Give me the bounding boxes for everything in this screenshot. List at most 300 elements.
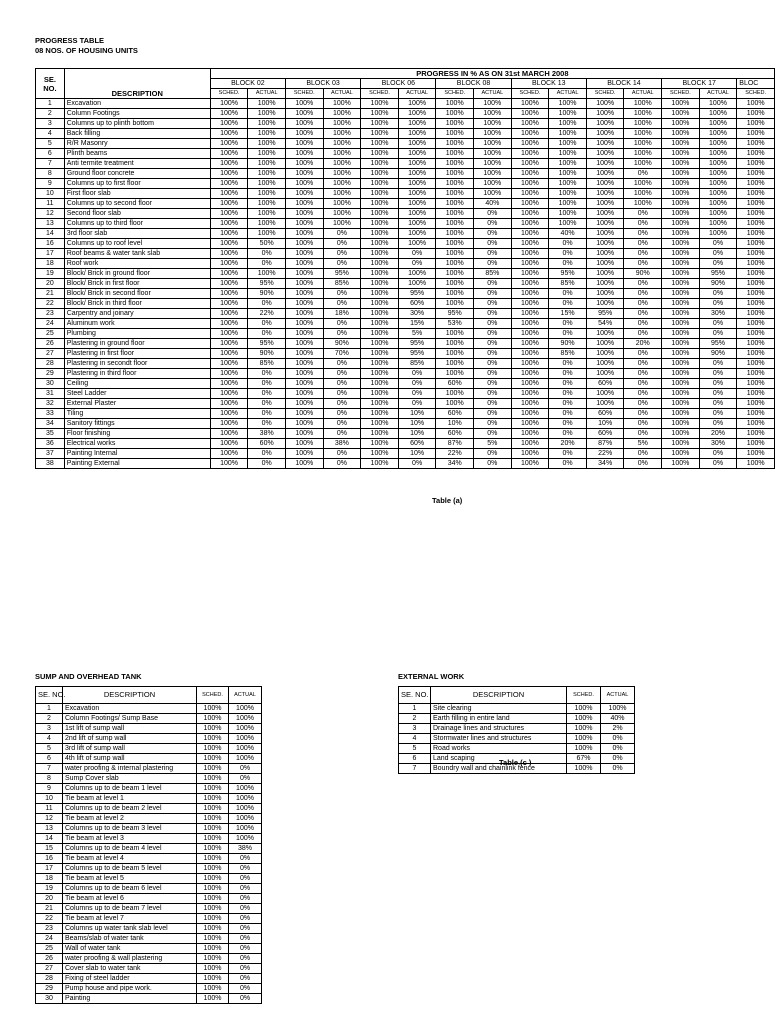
row-description: Anti termite treatment [64, 159, 210, 169]
progress-cell: 95% [549, 269, 587, 279]
row-number: 20 [36, 894, 63, 904]
progress-cell: 100% [436, 359, 474, 369]
actual-cell: 100% [229, 704, 262, 714]
row-description: Electrical works [64, 439, 210, 449]
progress-cell: 0% [474, 369, 512, 379]
progress-cell: 100% [549, 199, 587, 209]
progress-cell: 100% [398, 119, 436, 129]
progress-cell: 100% [511, 189, 549, 199]
progress-cell: 0% [474, 299, 512, 309]
progress-cell: 100% [285, 359, 323, 369]
progress-cell: 100% [737, 209, 775, 219]
progress-cell: 100% [361, 239, 399, 249]
progress-cell: 100% [285, 169, 323, 179]
progress-cell: 100% [248, 269, 286, 279]
progress-cell: 34% [436, 459, 474, 469]
progress-cell: 100% [662, 219, 700, 229]
progress-cell: 100% [586, 299, 624, 309]
table-row [36, 359, 775, 369]
progress-cell: 54% [586, 319, 624, 329]
progress-cell: 100% [398, 179, 436, 189]
actual-cell: 0% [229, 974, 262, 984]
progress-cell: 60% [436, 429, 474, 439]
progress-cell: 100% [436, 249, 474, 259]
progress-cell: 100% [586, 209, 624, 219]
progress-cell: 100% [586, 249, 624, 259]
row-number: 14 [36, 834, 63, 844]
progress-cell: 0% [549, 329, 587, 339]
progress-cell: 100% [210, 419, 248, 429]
sched-cell: 100% [197, 794, 229, 804]
row-description: Pump house and pipe work. [63, 984, 197, 994]
row-description: Column Footings [64, 109, 210, 119]
progress-cell: 100% [586, 289, 624, 299]
table-row [36, 944, 262, 954]
progress-cell: 60% [586, 379, 624, 389]
progress-cell: 0% [323, 419, 361, 429]
row-number: 7 [36, 764, 63, 774]
progress-cell: 100% [361, 429, 399, 439]
table-row [36, 864, 262, 874]
progress-cell: 90% [549, 339, 587, 349]
progress-cell: 100% [210, 449, 248, 459]
progress-cell: 5% [398, 329, 436, 339]
page-subtitle: 08 NOS. OF HOUSING UNITS [35, 46, 138, 55]
progress-cell: 100% [474, 189, 512, 199]
progress-cell: 0% [699, 319, 737, 329]
progress-cell: 30% [398, 309, 436, 319]
progress-cell: 0% [248, 399, 286, 409]
progress-cell: 100% [699, 99, 737, 109]
progress-cell: 60% [398, 299, 436, 309]
actual-header: ACTUAL [624, 89, 662, 99]
block-header: BLOCK 14 [586, 79, 661, 89]
actual-header: ACTUAL [549, 89, 587, 99]
progress-cell: 100% [511, 269, 549, 279]
se-no-header: SE. NO. [36, 687, 63, 704]
actual-cell: 0% [229, 994, 262, 1004]
progress-cell: 100% [436, 229, 474, 239]
sched-cell: 100% [567, 734, 601, 744]
actual-header: ACTUAL [248, 89, 286, 99]
progress-cell: 0% [549, 259, 587, 269]
row-description: Plastering in third floor [64, 369, 210, 379]
row-number: 27 [36, 349, 65, 359]
progress-cell: 100% [511, 99, 549, 109]
progress-cell: 100% [361, 289, 399, 299]
block-header: BLOCK 03 [285, 79, 360, 89]
block-header: BLOCK 13 [511, 79, 586, 89]
table-row [36, 319, 775, 329]
row-description: Plastering in ground floor [64, 339, 210, 349]
progress-cell: 85% [549, 279, 587, 289]
row-description: Tie beam at level 4 [63, 854, 197, 864]
progress-cell: 100% [737, 399, 775, 409]
progress-cell: 100% [737, 369, 775, 379]
table-row [36, 289, 775, 299]
progress-cell: 100% [662, 369, 700, 379]
row-description: Steel Ladder [64, 389, 210, 399]
table-row [36, 894, 262, 904]
progress-cell: 100% [586, 339, 624, 349]
progress-cell: 100% [737, 229, 775, 239]
progress-cell: 100% [285, 409, 323, 419]
actual-cell: 0% [229, 864, 262, 874]
row-description: Painting Internal [64, 449, 210, 459]
actual-header: ACTUAL [699, 89, 737, 99]
row-description: water proofing & internal plastering [63, 764, 197, 774]
row-description: Fixing of steel ladder [63, 974, 197, 984]
progress-cell: 100% [323, 209, 361, 219]
progress-cell: 100% [737, 219, 775, 229]
row-description: 1st lift of sump wall [63, 724, 197, 734]
progress-cell: 100% [549, 149, 587, 159]
progress-cell: 100% [511, 289, 549, 299]
progress-cell: 100% [436, 189, 474, 199]
progress-cell: 100% [586, 129, 624, 139]
progress-cell: 0% [699, 299, 737, 309]
progress-cell: 0% [624, 409, 662, 419]
row-description: 2nd lift of sump wall [63, 734, 197, 744]
row-description: Block/ Brick in ground floor [64, 269, 210, 279]
progress-cell: 100% [474, 119, 512, 129]
row-number: 32 [36, 399, 65, 409]
progress-cell: 60% [586, 429, 624, 439]
progress-cell: 100% [549, 99, 587, 109]
row-number: 4 [36, 734, 63, 744]
progress-cell: 100% [511, 249, 549, 259]
actual-cell: 0% [229, 894, 262, 904]
progress-cell: 100% [737, 199, 775, 209]
row-description: Back filling [64, 129, 210, 139]
row-number: 26 [36, 339, 65, 349]
progress-cell: 100% [699, 199, 737, 209]
progress-cell: 100% [662, 399, 700, 409]
progress-cell: 0% [624, 259, 662, 269]
actual-cell: 0% [229, 984, 262, 994]
progress-cell: 100% [285, 259, 323, 269]
progress-cell: 100% [285, 249, 323, 259]
progress-cell: 100% [737, 99, 775, 109]
progress-cell: 95% [398, 349, 436, 359]
progress-cell: 100% [248, 189, 286, 199]
progress-cell: 100% [586, 149, 624, 159]
row-number: 12 [36, 209, 65, 219]
row-description: Tie beam at level 3 [63, 834, 197, 844]
progress-cell: 100% [737, 309, 775, 319]
progress-cell: 100% [511, 169, 549, 179]
progress-cell: 100% [210, 199, 248, 209]
row-number: 21 [36, 904, 63, 914]
table-row [36, 139, 775, 149]
progress-cell: 0% [549, 369, 587, 379]
progress-cell: 0% [624, 429, 662, 439]
progress-cell: 100% [210, 399, 248, 409]
sched-cell: 100% [197, 934, 229, 944]
table-row [36, 854, 262, 864]
progress-cell: 0% [474, 209, 512, 219]
progress-cell: 100% [549, 209, 587, 219]
progress-cell: 95% [699, 269, 737, 279]
sched-cell: 100% [197, 814, 229, 824]
progress-cell: 100% [511, 459, 549, 469]
actual-cell: 0% [601, 754, 635, 764]
progress-cell: 10% [398, 419, 436, 429]
table-row [36, 219, 775, 229]
progress-cell: 100% [511, 349, 549, 359]
progress-cell: 100% [248, 209, 286, 219]
progress-cell: 100% [662, 189, 700, 199]
actual-cell: 100% [229, 834, 262, 844]
sched-header: SCHED. [210, 89, 248, 99]
table-row [36, 369, 775, 379]
table-row [36, 764, 262, 774]
progress-cell: 0% [248, 419, 286, 429]
progress-cell: 100% [662, 379, 700, 389]
progress-cell: 100% [737, 259, 775, 269]
row-number: 13 [36, 219, 65, 229]
progress-cell: 100% [511, 419, 549, 429]
actual-cell: 0% [229, 904, 262, 914]
progress-cell: 100% [323, 149, 361, 159]
progress-cell: 100% [586, 259, 624, 269]
table-row [36, 724, 262, 734]
progress-cell: 100% [511, 159, 549, 169]
progress-cell: 100% [285, 349, 323, 359]
row-description: Columns up to first floor [64, 179, 210, 189]
progress-cell: 85% [398, 359, 436, 369]
progress-cell: 0% [474, 289, 512, 299]
progress-cell: 100% [737, 149, 775, 159]
actual-header: ACTUAL [229, 687, 262, 704]
progress-cell: 0% [474, 419, 512, 429]
progress-cell: 0% [398, 259, 436, 269]
progress-cell: 30% [699, 309, 737, 319]
progress-cell: 0% [624, 239, 662, 249]
row-description: Sump Cover slab [63, 774, 197, 784]
table-row [399, 744, 635, 754]
row-number: 10 [36, 189, 65, 199]
table-row [36, 329, 775, 339]
progress-cell: 100% [398, 149, 436, 159]
sched-cell: 67% [567, 754, 601, 764]
sched-cell: 100% [567, 704, 601, 714]
progress-cell: 90% [624, 269, 662, 279]
row-number: 8 [36, 774, 63, 784]
progress-cell: 100% [699, 109, 737, 119]
progress-cell: 100% [436, 339, 474, 349]
row-number: 7 [36, 159, 65, 169]
row-number: 22 [36, 914, 63, 924]
progress-cell: 30% [699, 439, 737, 449]
sched-cell: 100% [197, 704, 229, 714]
progress-cell: 100% [210, 279, 248, 289]
row-number: 20 [36, 279, 65, 289]
progress-cell: 100% [361, 279, 399, 289]
description-header: DESCRIPTION [431, 687, 567, 704]
progress-cell: 60% [248, 439, 286, 449]
progress-cell: 100% [398, 219, 436, 229]
progress-cell: 100% [210, 379, 248, 389]
progress-cell: 100% [285, 449, 323, 459]
progress-cell: 0% [699, 379, 737, 389]
progress-cell: 100% [737, 329, 775, 339]
progress-cell: 100% [436, 209, 474, 219]
row-description: Columns up to de beam 2 level [63, 804, 197, 814]
table-row [36, 934, 262, 944]
progress-cell: 15% [398, 319, 436, 329]
progress-cell: 95% [398, 289, 436, 299]
table-row [36, 389, 775, 399]
progress-cell: 100% [361, 209, 399, 219]
progress-cell: 100% [624, 149, 662, 159]
progress-cell: 0% [699, 239, 737, 249]
actual-cell: 100% [229, 814, 262, 824]
progress-cell: 100% [285, 149, 323, 159]
row-number: 28 [36, 974, 63, 984]
row-number: 4 [36, 129, 65, 139]
row-description: Roof work [64, 259, 210, 269]
progress-cell: 100% [361, 179, 399, 189]
table-row [36, 784, 262, 794]
row-description: Roof beams & water tank slab [64, 249, 210, 259]
row-number: 36 [36, 439, 65, 449]
actual-cell: 100% [229, 744, 262, 754]
progress-cell: 100% [210, 339, 248, 349]
row-number: 9 [36, 784, 63, 794]
row-number: 10 [36, 794, 63, 804]
table-row [36, 429, 775, 439]
progress-cell: 0% [699, 249, 737, 259]
progress-cell: 0% [549, 299, 587, 309]
table-row [36, 149, 775, 159]
progress-cell: 22% [248, 309, 286, 319]
progress-cell: 100% [210, 459, 248, 469]
table-row [36, 239, 775, 249]
progress-cell: 20% [624, 339, 662, 349]
progress-cell: 100% [248, 139, 286, 149]
description-header: DESCRIPTION [63, 687, 197, 704]
progress-cell: 0% [549, 449, 587, 459]
row-description: 4th lift of sump wall [63, 754, 197, 764]
table-row [36, 259, 775, 269]
row-description: Second floor slab [64, 209, 210, 219]
row-description: Floor finishing [64, 429, 210, 439]
progress-cell: 0% [624, 359, 662, 369]
actual-cell: 100% [229, 714, 262, 724]
progress-cell: 100% [662, 129, 700, 139]
table-row [36, 419, 775, 429]
row-description: Plastering in first floor [64, 349, 210, 359]
progress-cell: 100% [436, 159, 474, 169]
row-number: 1 [399, 704, 431, 714]
progress-cell: 100% [662, 309, 700, 319]
progress-cell: 100% [210, 389, 248, 399]
sched-cell: 100% [197, 834, 229, 844]
progress-cell: 100% [323, 199, 361, 209]
progress-cell: 22% [586, 449, 624, 459]
progress-cell: 100% [285, 339, 323, 349]
progress-cell: 100% [511, 279, 549, 289]
progress-cell: 100% [586, 109, 624, 119]
progress-cell: 100% [210, 229, 248, 239]
progress-cell: 100% [737, 449, 775, 459]
progress-cell: 100% [474, 99, 512, 109]
sched-cell: 100% [567, 744, 601, 754]
progress-cell: 0% [248, 329, 286, 339]
progress-cell: 0% [699, 369, 737, 379]
progress-cell: 100% [210, 329, 248, 339]
progress-cell: 5% [624, 439, 662, 449]
progress-cell: 0% [699, 409, 737, 419]
progress-cell: 0% [624, 369, 662, 379]
table-row [36, 964, 262, 974]
row-number: 30 [36, 379, 65, 389]
progress-cell: 100% [737, 429, 775, 439]
table-row [36, 984, 262, 994]
progress-cell: 100% [737, 159, 775, 169]
progress-cell: 100% [737, 129, 775, 139]
progress-cell: 0% [323, 289, 361, 299]
progress-cell: 0% [624, 449, 662, 459]
row-number: 30 [36, 994, 63, 1004]
progress-cell: 100% [511, 179, 549, 189]
progress-cell: 0% [398, 249, 436, 259]
row-description: Land scaping [431, 754, 567, 764]
row-description: Columns up to de beam 5 level [63, 864, 197, 874]
progress-cell: 100% [474, 179, 512, 189]
progress-cell: 100% [662, 389, 700, 399]
progress-cell: 90% [248, 349, 286, 359]
progress-cell: 0% [323, 229, 361, 239]
row-number: 11 [36, 804, 63, 814]
progress-cell: 100% [361, 329, 399, 339]
block-header: BLOCK 02 [210, 79, 285, 89]
progress-cell: 100% [586, 199, 624, 209]
progress-cell: 50% [248, 239, 286, 249]
progress-cell: 0% [624, 169, 662, 179]
row-number: 17 [36, 864, 63, 874]
progress-cell: 100% [210, 119, 248, 129]
progress-cell: 100% [737, 349, 775, 359]
row-number: 2 [36, 714, 63, 724]
progress-cell: 100% [248, 169, 286, 179]
sched-cell: 100% [197, 944, 229, 954]
row-number: 18 [36, 259, 65, 269]
progress-cell: 0% [624, 309, 662, 319]
row-description: Sanitory fittings [64, 419, 210, 429]
description-header: DESCRIPTION [64, 69, 210, 99]
progress-cell: 100% [737, 119, 775, 129]
progress-cell: 0% [323, 429, 361, 439]
progress-cell: 100% [511, 219, 549, 229]
progress-cell: 100% [248, 199, 286, 209]
table-row [36, 814, 262, 824]
sched-header: SCHED. [737, 89, 775, 99]
progress-cell: 0% [323, 239, 361, 249]
progress-cell: 20% [699, 429, 737, 439]
actual-cell: 0% [229, 764, 262, 774]
row-number: 21 [36, 289, 65, 299]
progress-cell: 100% [662, 429, 700, 439]
sched-cell: 100% [197, 884, 229, 894]
row-number: 23 [36, 309, 65, 319]
progress-cell: 0% [323, 359, 361, 369]
progress-cell: 18% [323, 309, 361, 319]
progress-cell: 0% [323, 369, 361, 379]
progress-cell: 100% [323, 119, 361, 129]
progress-cell: 100% [285, 139, 323, 149]
